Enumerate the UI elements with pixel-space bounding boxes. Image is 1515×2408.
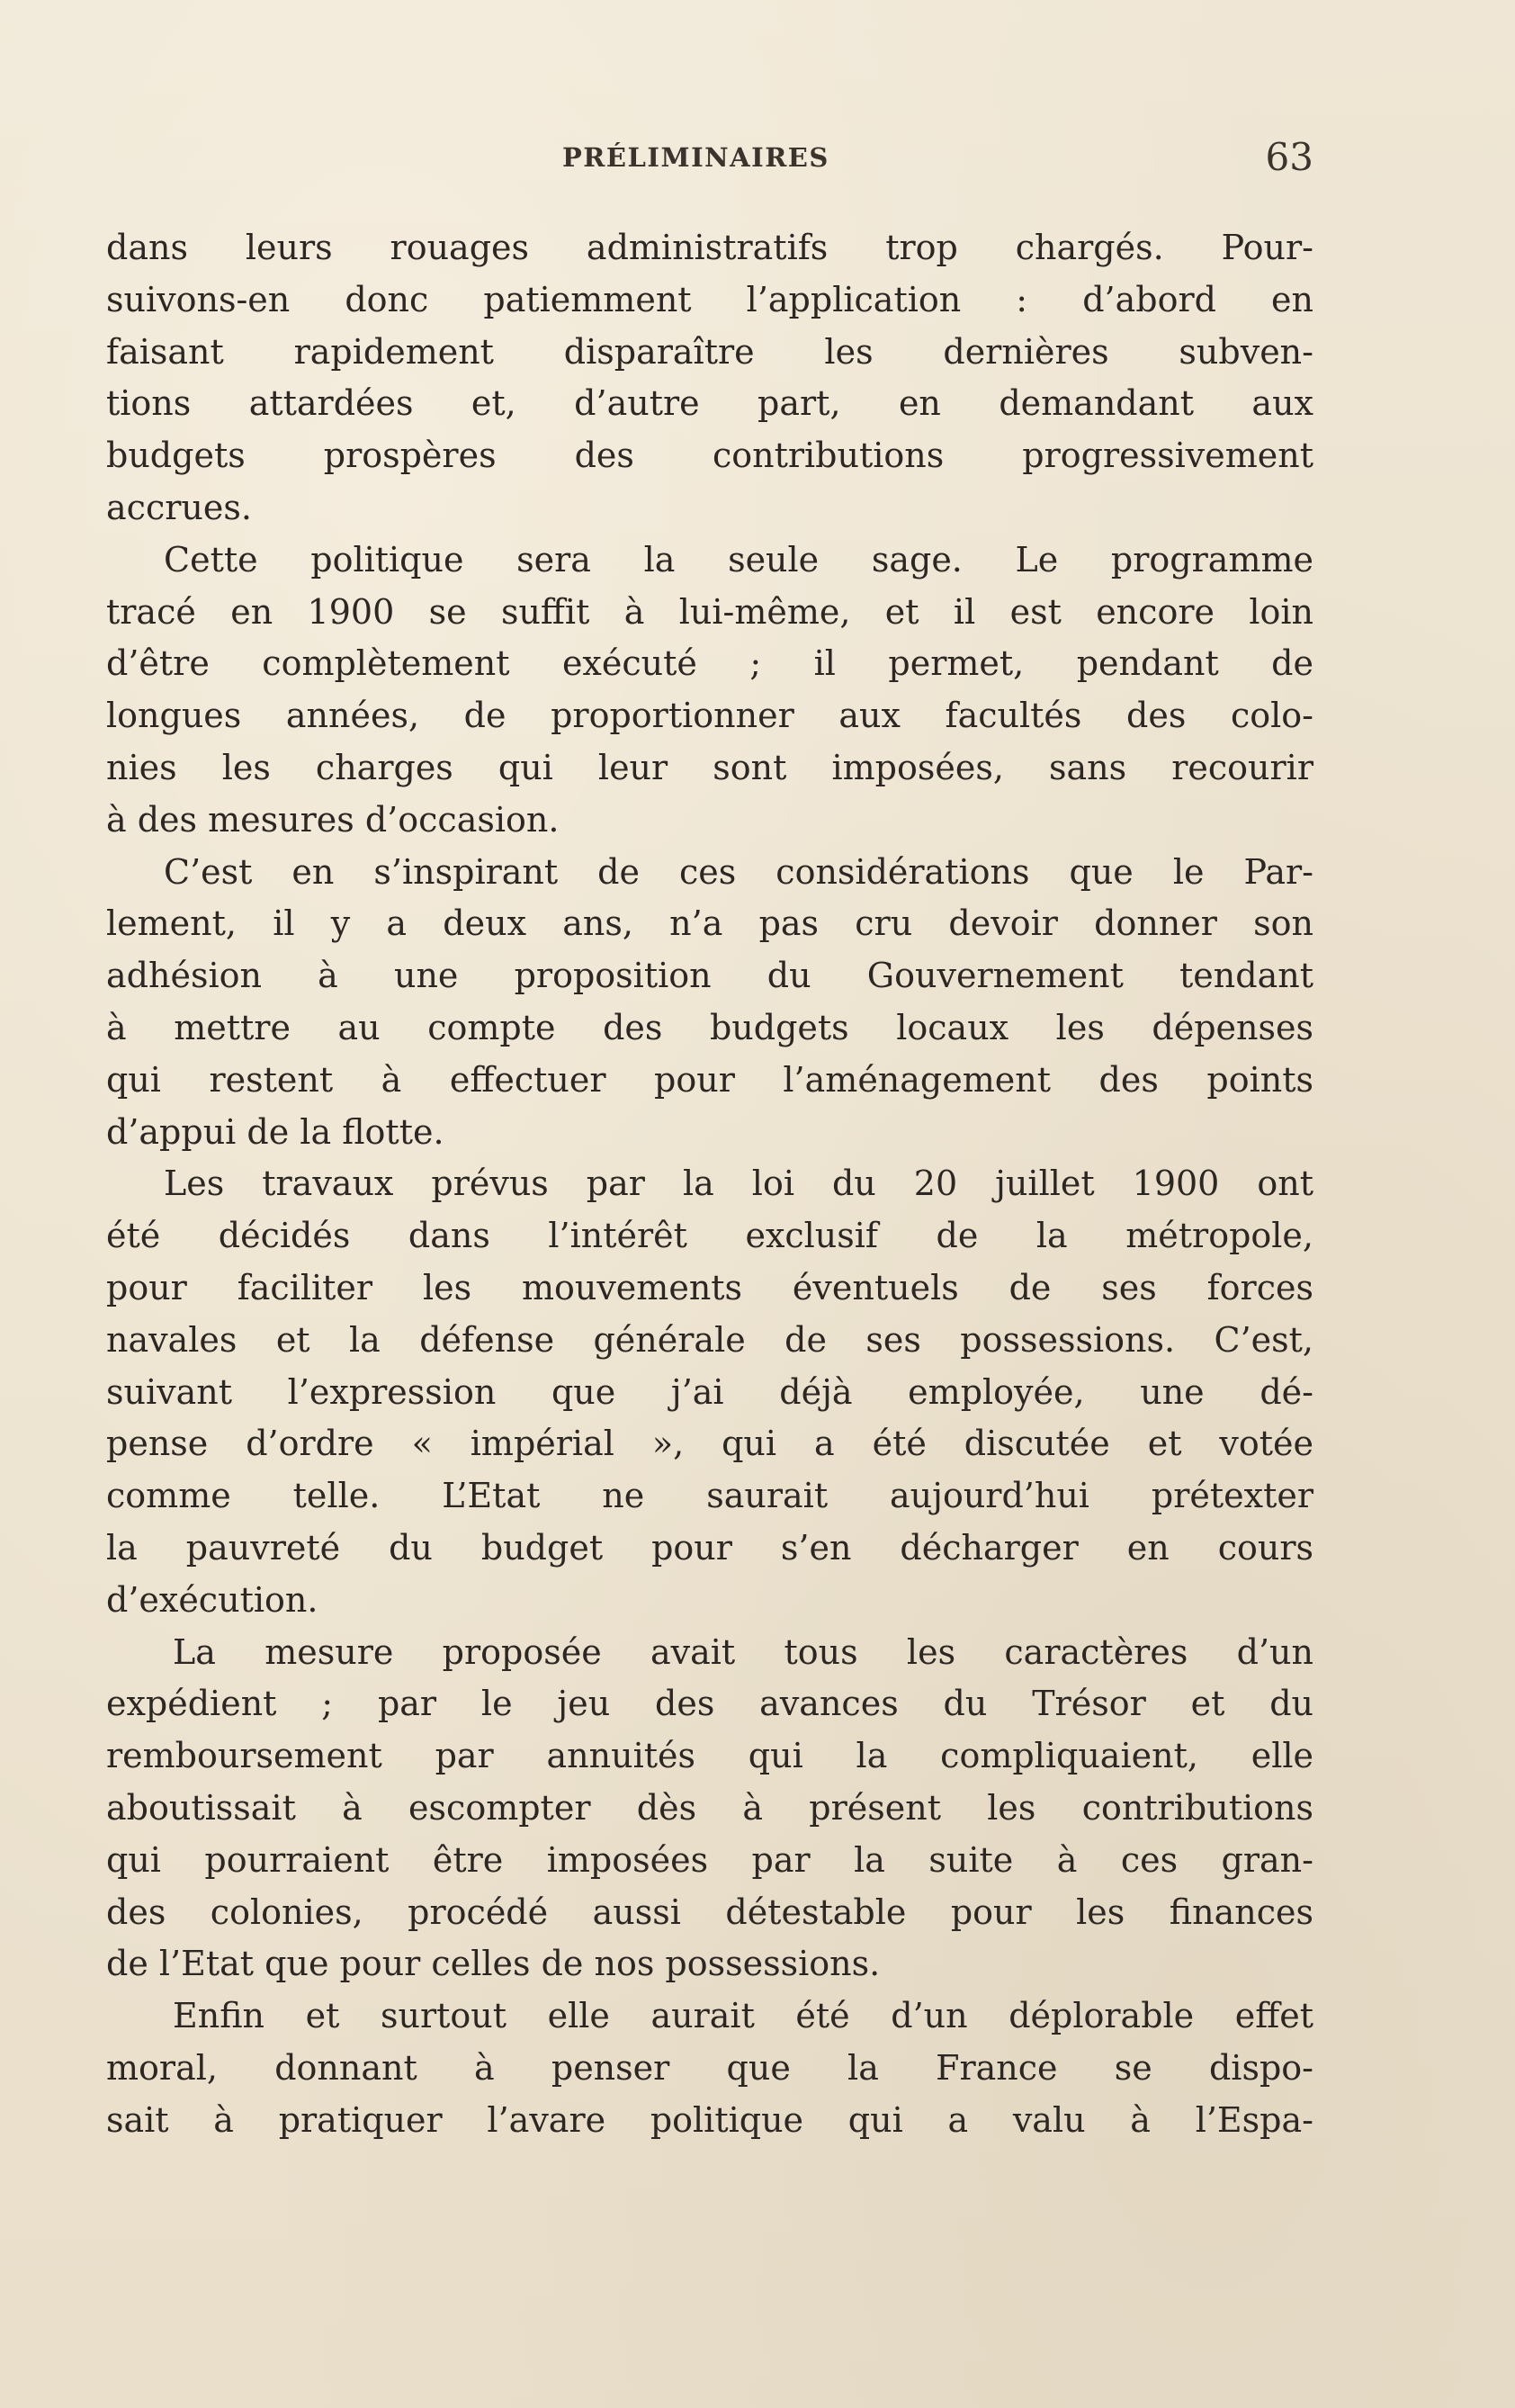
text-line: des colonies, procédé aussi détestable pour les finances xyxy=(106,1891,1313,1932)
text-line: comme telle. L’Etat ne saurait aujourd’hui prétexter xyxy=(106,1476,1313,1516)
text-line: nies les charges qui leur sont imposées, sans recourir xyxy=(106,747,1313,787)
text-line: d’être complètement exécuté ; il permet, pendant de xyxy=(106,643,1313,684)
text-line: été décidés dans l’intérêt exclusif de la métropole, xyxy=(106,1216,1313,1256)
text-line: budgets prospères des contributions progressivement xyxy=(106,436,1313,476)
text-line: accrues. xyxy=(106,487,252,527)
page-number: 63 xyxy=(1265,135,1313,179)
text-line: Cette politique sera la seule sage. Le programme xyxy=(164,539,1313,580)
text-line: qui restent à effectuer pour l’aménagement des points xyxy=(106,1059,1313,1100)
text-line: pense d’ordre « impérial », qui a été discutée et votée xyxy=(106,1424,1313,1464)
text-line: faisant rapidement disparaître les dernières subven- xyxy=(106,331,1313,372)
text-line: La mesure proposée avait tous les caractères d’un xyxy=(173,1631,1313,1672)
text-line: sait à pratiquer l’avare politique qui a valu à l’Espa- xyxy=(106,2099,1313,2140)
body-text xyxy=(106,222,1313,2146)
text-line: aboutissait à escompter dès à présent les contributions xyxy=(106,1787,1313,1828)
text-line: longues années, de proportionner aux facultés des colo- xyxy=(106,696,1313,736)
text-line: lement, il y a deux ans, n’a pas cru devoir donner son xyxy=(106,903,1313,944)
text-line: tions attardées et, d’autre part, en demandant aux xyxy=(106,383,1313,424)
text-line: C’est en s’inspirant de ces considérations que le Par- xyxy=(164,851,1313,892)
text-line: d’exécution. xyxy=(106,1579,318,1620)
text-line: pour faciliter les mouvements éventuels de ses forces xyxy=(106,1267,1313,1307)
text-line: adhésion à une proposition du Gouvernement tendant xyxy=(106,956,1313,996)
running-title: PRÉLIMINAIRES xyxy=(562,142,829,173)
text-line: qui pourraient être imposées par la suite à ces gran- xyxy=(106,1839,1313,1880)
text-line: la pauvreté du budget pour s’en décharger en cours xyxy=(106,1527,1313,1568)
text-line: remboursement par annuités qui la compliquaient, elle xyxy=(106,1736,1313,1776)
text-line: dans leurs rouages administratifs trop chargés. Pour- xyxy=(106,228,1313,267)
text-line: Enfin et surtout elle aurait été d’un déplorable effet xyxy=(173,1996,1313,2036)
text-line: navales et la défense générale de ses possessions. C’est, xyxy=(106,1319,1313,1360)
text-line: moral, donnant à penser que la France se dispo- xyxy=(106,2047,1313,2088)
text-line: Les travaux prévus par la loi du 20 juillet 1900 ont xyxy=(164,1164,1313,1204)
text-line: à des mesures d’occasion. xyxy=(106,799,560,840)
text-line: expédient ; par le jeu des avances du Trésor et du xyxy=(106,1684,1313,1724)
text-line: à mettre au compte des budgets locaux les dépenses xyxy=(106,1007,1313,1047)
text-line: d’appui de la flotte. xyxy=(106,1111,444,1152)
running-head xyxy=(108,135,1313,182)
text-line: de l’Etat que pour celles de nos possessions. xyxy=(106,1944,881,1984)
text-line: suivons-en donc patiemment l’application : d’abord en xyxy=(106,279,1313,319)
text-line: tracé en 1900 se suffit à lui-même, et il est encore loin xyxy=(106,591,1313,632)
text-line: suivant l’expression que j’ai déjà employée, une dé- xyxy=(106,1371,1313,1412)
